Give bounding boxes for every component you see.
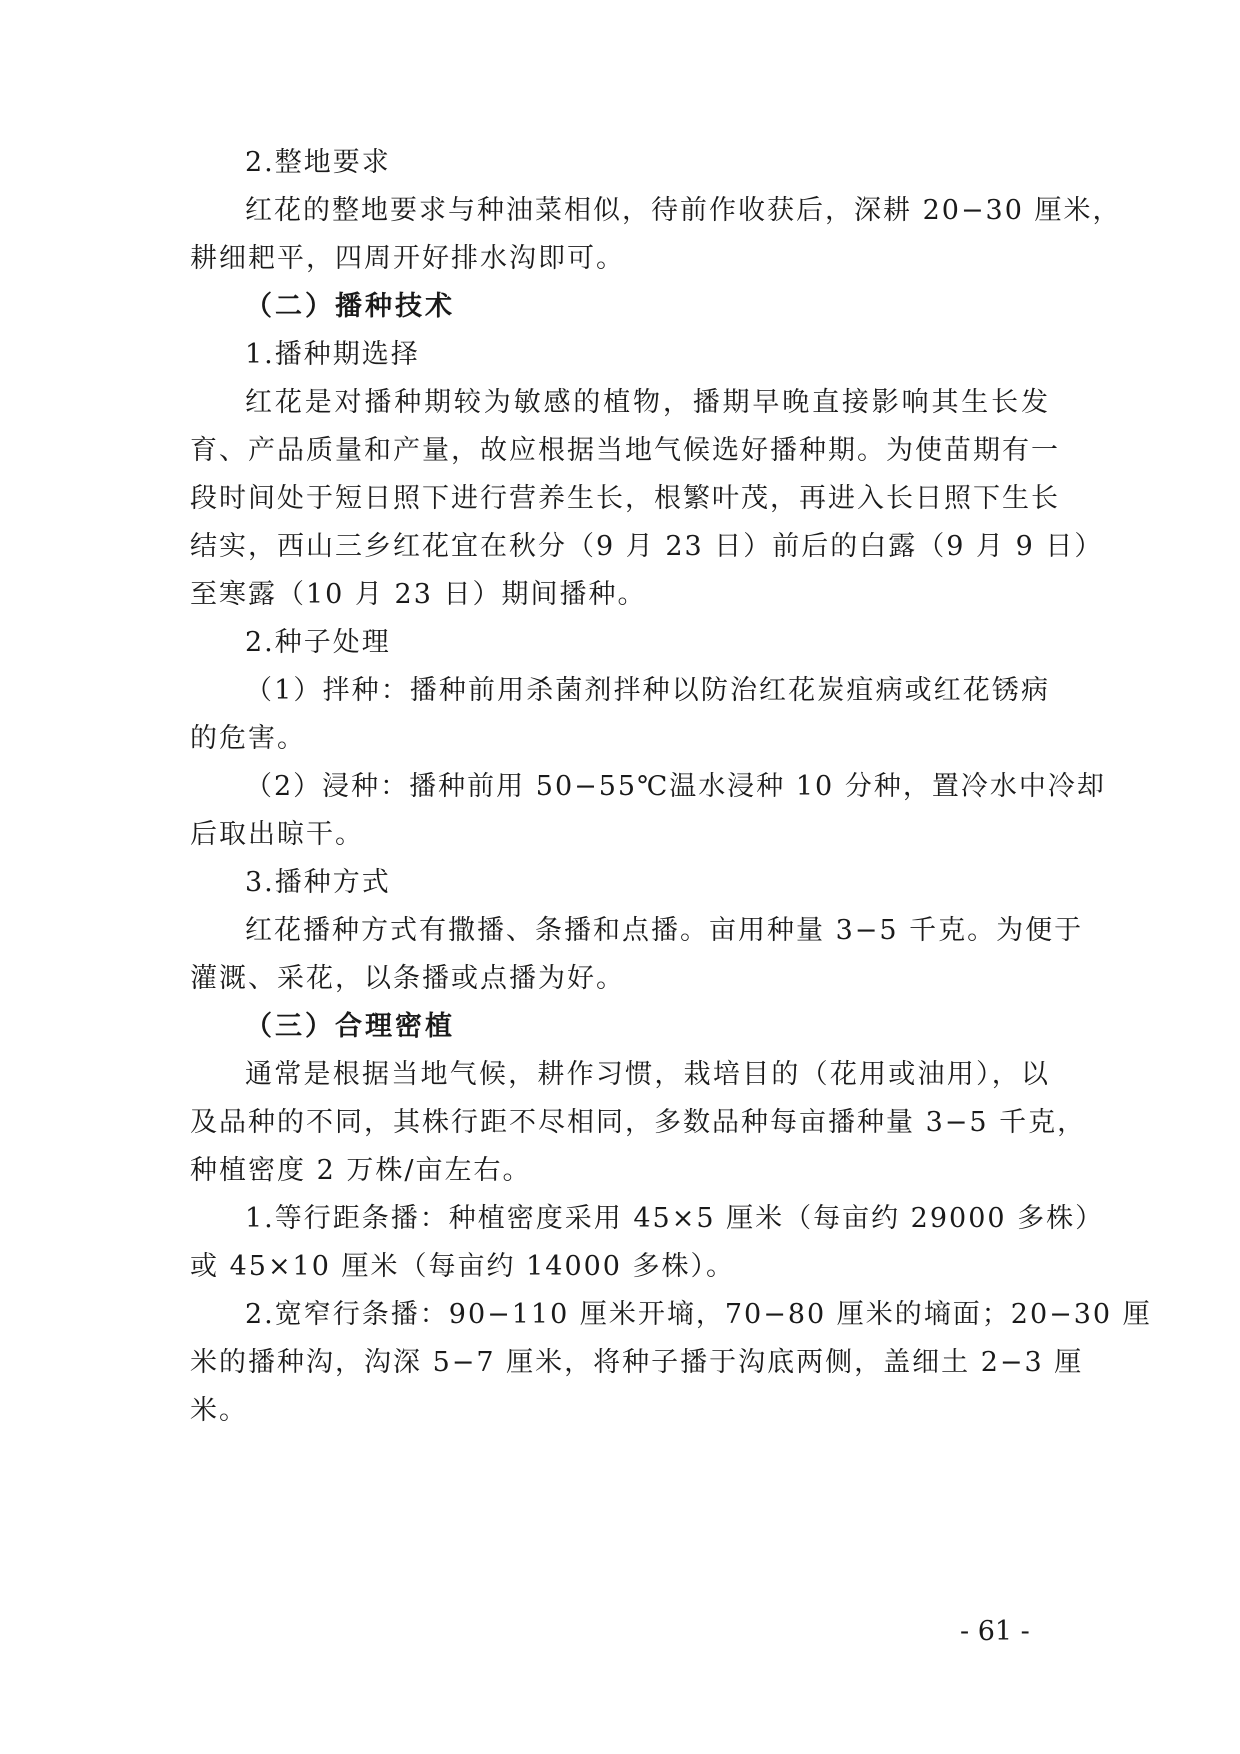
paragraph-line: 至寒露（10 月 23 日）期间播种。 — [190, 579, 647, 610]
subsection-heading-seed-treatment: 2.种子处理 — [245, 627, 391, 658]
paragraph-line: 通常是根据当地气候，耕作习惯，栽培目的（花用或油用），以 — [245, 1059, 1050, 1090]
subsection-heading-sowing-method: 3.播种方式 — [245, 867, 391, 898]
paragraph-line: 灌溉、采花，以条播或点播为好。 — [190, 963, 625, 994]
page-number: - 61 - — [960, 1616, 1030, 1647]
paragraph-line: （1）拌种：播种前用杀菌剂拌种以防治红花炭疽病或红花锈病 — [245, 675, 1050, 706]
paragraph-line: 及品种的不同，其株行距不尽相同，多数品种每亩播种量 3−5 千克， — [190, 1107, 1087, 1138]
paragraph-line: 后取出晾干。 — [190, 819, 364, 850]
paragraph-line: 2.宽窄行条播：90−110 厘米开墒，70−80 厘米的墒面；20−30 厘 — [245, 1299, 1152, 1330]
section-heading-sowing-technique: （二）播种技术 — [245, 291, 455, 322]
paragraph-line: 或 45×10 厘米（每亩约 14000 多株）。 — [190, 1251, 736, 1282]
paragraph-line: 段时间处于短日照下进行营养生长，根繁叶茂，再进入长日照下生长 — [190, 483, 1060, 514]
section-heading-dense-planting: （三）合理密植 — [245, 1011, 455, 1042]
paragraph-line: 种植密度 2 万株/亩左右。 — [190, 1155, 532, 1186]
paragraph-line: 红花的整地要求与种油菜相似，待前作收获后，深耕 20−30 厘米， — [245, 195, 1122, 226]
paragraph-line: 育、产品质量和产量，故应根据当地气候选好播种期。为使苗期有一 — [190, 435, 1060, 466]
paragraph-line: 的危害。 — [190, 723, 306, 754]
paragraph-line: 红花是对播种期较为敏感的植物，播期早晚直接影响其生长发 — [245, 387, 1050, 418]
paragraph-line: 耕细耙平，四周开好排水沟即可。 — [190, 243, 625, 274]
subsection-heading-sowing-period: 1.播种期选择 — [245, 339, 420, 370]
paragraph-line: 1.等行距条播：种植密度采用 45×5 厘米（每亩约 29000 多株） — [245, 1203, 1105, 1234]
paragraph-line: 结实，西山三乡红花宜在秋分（9 月 23 日）前后的白露（9 月 9 日） — [190, 531, 1104, 562]
paragraph-line: 红花播种方式有撒播、条播和点播。亩用种量 3−5 千克。为便于 — [245, 915, 1084, 946]
paragraph-line: 米的播种沟，沟深 5−7 厘米，将种子播于沟底两侧，盖细土 2−3 厘 — [190, 1347, 1084, 1378]
paragraph-line: 米。 — [190, 1395, 248, 1426]
section-heading-land-prep: 2.整地要求 — [245, 147, 391, 178]
paragraph-line: （2）浸种：播种前用 50−55℃温水浸种 10 分种，置冷水中冷却 — [245, 771, 1106, 802]
